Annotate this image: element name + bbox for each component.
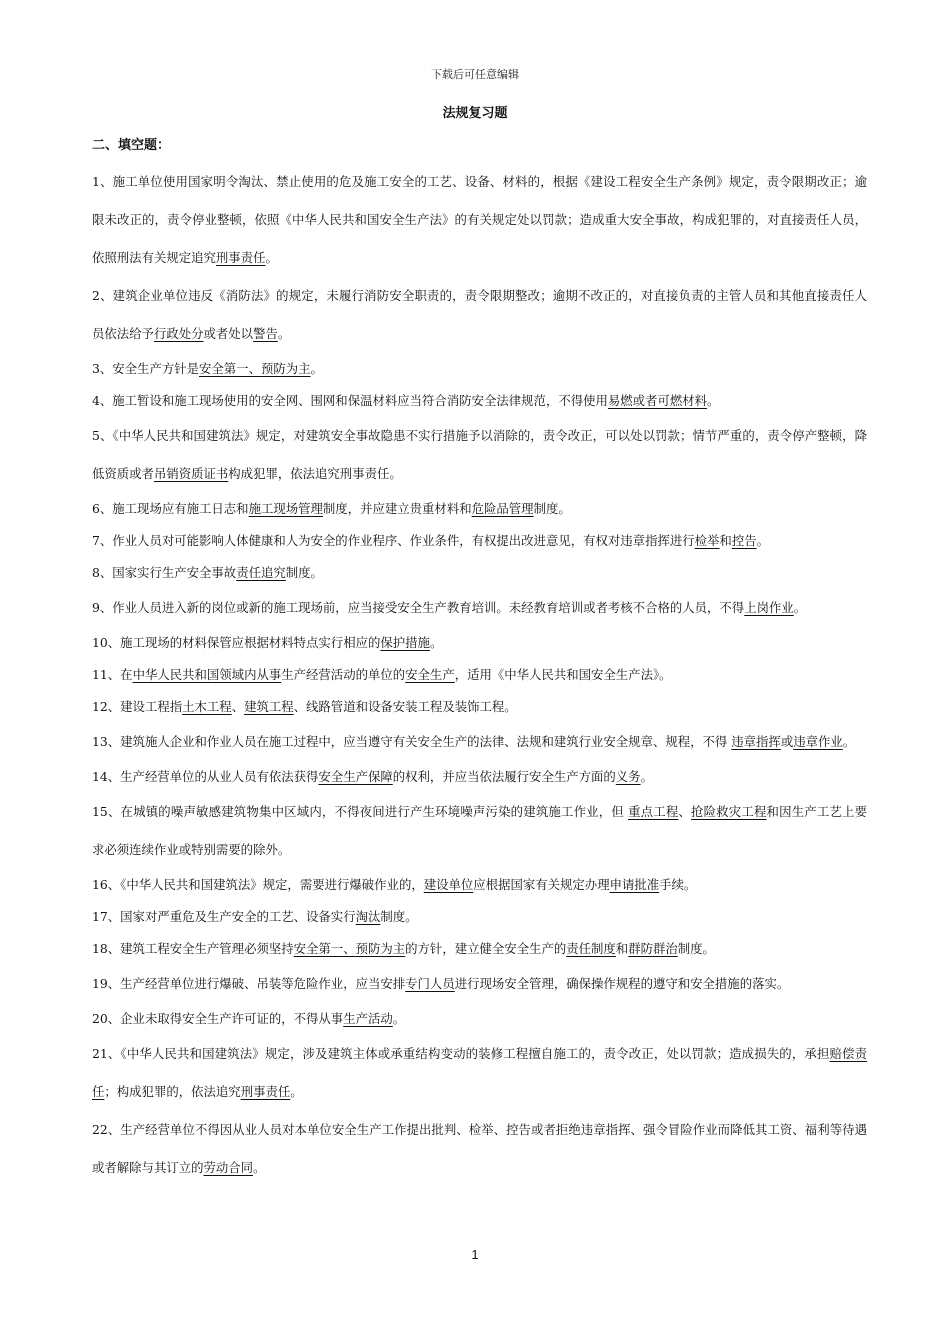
question-item [92, 493, 867, 525]
answer-blank: 上岗作业 [744, 600, 794, 615]
question-item [92, 525, 867, 557]
section-heading: 二、填空题： [92, 138, 171, 153]
answer-blank: 易燃或者可燃材料 [607, 393, 708, 408]
page-number: 1 [471, 1247, 479, 1262]
answer-blank: 生产活动 [343, 1011, 393, 1026]
answer-blank: 重点工程 [628, 804, 679, 819]
question-text: 13、建筑施人企业和作业人员在施工过程中，应当遵守有关安全生产的法律、法规和建筑行业安全规章、规程，不得 [92, 734, 732, 749]
question-item [92, 901, 867, 933]
answer-blank: 保护措施 [380, 635, 430, 650]
answer-blank: 刑事责任 [215, 250, 266, 265]
question-text: 8、国家实行生产安全事故 [92, 565, 237, 580]
question-item [92, 163, 867, 277]
answer-blank: 群防群治 [628, 941, 678, 956]
question-item [92, 761, 867, 793]
question-item [92, 627, 867, 659]
question-item [92, 723, 867, 761]
question-text: 21、《中华人民共和国建筑法》规定，涉及建筑主体或承重结构变动的装修工程擅自施工的，责令改正，处以罚款；造成损失的，承担 [92, 1046, 830, 1061]
question-item [92, 793, 867, 869]
question-text: 和 [615, 941, 629, 956]
question-text: 17、国家对严重危及生产安全的工艺、设备实行 [92, 909, 356, 924]
question-text: 。 [310, 361, 323, 376]
question-text: 手续。 [659, 877, 697, 892]
question-item [92, 1035, 867, 1111]
question-text: 1、施工单位使用国家明令淘汰、禁止使用的危及施工安全的工艺、设备、材料的，根据《建设工程安全生产条例》规定，责令限期改正；逾限未改正的，责令停业整顿，依照《中华人民共和国安全生产法》的有关规定处以罚款；造成重大安全事故，构成犯罪的，对直接责任人员，依照刑法有关规定追究 [92, 174, 867, 265]
answer-blank: 警告 [253, 326, 278, 341]
answer-blank: 赔偿责任 [92, 1046, 868, 1099]
question-text: 。 [793, 600, 807, 615]
answer-blank: 行政处分 [153, 326, 204, 341]
question-text: 14、生产经营单位的从业人员有依法获得 [92, 769, 319, 784]
question-text: 3、安全生产方针是 [92, 361, 200, 376]
question-text: 15、在城镇的噪声敏感建筑物集中区域内，不得夜间进行产生环境噪声污染的建筑施工作业，但 [92, 804, 629, 819]
question-item [92, 557, 867, 589]
question-text: 11、在 [92, 667, 133, 682]
question-item [92, 933, 867, 965]
answer-blank: 劳动合同 [203, 1160, 254, 1175]
question-text: 19、生产经营单位进行爆破、吊装等危险作业，应当安排 [92, 976, 406, 991]
question-text: 制度，并应建立贵重材料和 [322, 501, 472, 516]
answer-blank: 责任制度 [566, 941, 616, 956]
question-text: 。 [707, 393, 720, 408]
question-text: 制度。 [285, 565, 323, 580]
question-text: 。 [265, 250, 278, 265]
question-item [92, 965, 867, 1003]
question-text: 。 [253, 1160, 266, 1175]
question-text: 。 [290, 1084, 303, 1099]
answer-blank: 刑事责任 [240, 1084, 291, 1099]
question-text: 的权利，并应当依法履行安全生产方面的 [392, 769, 616, 784]
question-text: 的方针，建立健全安全生产的 [405, 941, 567, 956]
question-text: 20、企业未取得安全生产许可证的，不得从事 [92, 1011, 344, 1026]
question-text: 2、建筑企业单位违反《消防法》的规定，未履行消防安全职责的，责令限期整改；逾期不改正的，对直接负责的主管人员和其他直接责任人员依法给予 [92, 288, 867, 341]
question-text: 10、施工现场的材料保管应根据材料特点实行相应的 [92, 635, 381, 650]
question-text: 。 [640, 769, 653, 784]
answer-blank: 施工现场管理 [248, 501, 323, 516]
answer-blank: 安全生产保障 [318, 769, 393, 784]
question-text: 6、施工现场应有施工日志和 [92, 501, 249, 516]
question-text: 和 [719, 533, 732, 548]
question-item [92, 1111, 867, 1187]
answer-blank: 检举 [694, 533, 720, 548]
answer-blank: 控告 [731, 533, 757, 548]
question-text: 4、施工暂设和施工现场使用的安全网、围网和保温材料应当符合消防安全法律规范，不得使用 [92, 393, 608, 408]
question-text: 22、生产经营单位不得因从业人员对本单位安全生产工作提出批判、检举、控告或者拒绝违章指挥、强令冒险作业而降低其工资、福利等待遇或者解除与其订立的 [92, 1122, 867, 1175]
question-text: 制度。 [380, 909, 418, 924]
question-text: 和因生产工艺上要求必须连续作业或特别需要的除外。 [92, 804, 868, 857]
question-item [92, 589, 867, 627]
answer-blank: 建筑工程 [244, 699, 294, 714]
answer-blank: 安全第一、预防为主 [199, 361, 311, 376]
answer-blank: 责任追究 [236, 565, 286, 580]
question-item [92, 691, 867, 723]
question-text: 生产经营活动的单位的 [281, 667, 406, 682]
answer-blank: 违章指挥 [731, 734, 781, 749]
question-text: 18、建筑工程安全生产管理必须坚持 [92, 941, 294, 956]
question-text: 应根据国家有关规定办理 [473, 877, 610, 892]
answer-blank: 土木工程 [182, 699, 232, 714]
question-text: 、 [231, 699, 245, 714]
answer-blank: 申请批准 [609, 877, 660, 892]
question-item [92, 353, 867, 385]
question-text: 构成犯罪，依法追究刑事责任。 [228, 466, 402, 481]
question-item [92, 659, 867, 691]
question-item [92, 277, 867, 353]
answer-blank: 淘汰 [355, 909, 381, 924]
question-item [92, 385, 867, 417]
answer-blank: 安全第一、预防为主 [293, 941, 406, 956]
answer-blank: 义务 [615, 769, 641, 784]
question-text: ，适用《中华人民共和国安全生产法》。 [454, 667, 672, 682]
question-text: 、线路管道和设备安装工程及装饰工程。 [293, 699, 517, 714]
question-text: 7、作业人员对可能影响人体健康和人为安全的作业程序、作业条件，有权提出改进意见，有权对违章指挥进行 [92, 533, 695, 548]
answer-blank: 专门人员 [405, 976, 455, 991]
question-text: 进行现场安全管理，确保操作规程的遵守和安全措施的落实。 [454, 976, 790, 991]
answer-blank: 吊销资质证书 [153, 466, 229, 481]
question-text: 9、作业人员进入新的岗位或新的施工现场前，应当接受安全生产教育培训。未经教育培训或者考核不合格的人员，不得 [92, 600, 745, 615]
answer-blank: 危险品管理 [471, 501, 534, 516]
question-text: 或 [780, 734, 794, 749]
question-text: ；构成犯罪的，依法追究 [104, 1084, 241, 1099]
answer-blank: 抢险救灾工程 [691, 804, 767, 819]
answer-blank: 中华人民共和国领域内从事 [132, 667, 282, 682]
answer-blank: 安全生产 [405, 667, 455, 682]
question-text: 。 [392, 1011, 406, 1026]
question-text: 、 [678, 804, 692, 819]
question-text: 制度。 [677, 941, 715, 956]
question-text: 。 [277, 326, 291, 341]
question-text: 。 [429, 635, 443, 650]
question-text: 16、《中华人民共和国建筑法》规定，需要进行爆破作业的， [92, 877, 424, 892]
question-item [92, 417, 867, 493]
question-list [92, 163, 867, 1187]
question-text: 12、建设工程指 [92, 699, 183, 714]
answer-blank: 建设单位 [423, 877, 474, 892]
question-text: 。 [842, 734, 856, 749]
page-header: 下载后可任意编辑 [431, 68, 519, 81]
question-text: 5、《中华人民共和国建筑法》规定，对建筑安全事故隐患不实行措施予以消除的，责令改正，可以处以罚款；情节严重的，责令停产整顿，降低资质或者 [92, 428, 867, 481]
question-item [92, 869, 867, 901]
answer-blank: 违章作业 [793, 734, 843, 749]
question-item [92, 1003, 867, 1035]
question-text: 。 [756, 533, 769, 548]
question-text: 或者处以 [203, 326, 254, 341]
question-text: 制度。 [533, 501, 571, 516]
document-title: 法规复习题 [442, 106, 508, 121]
